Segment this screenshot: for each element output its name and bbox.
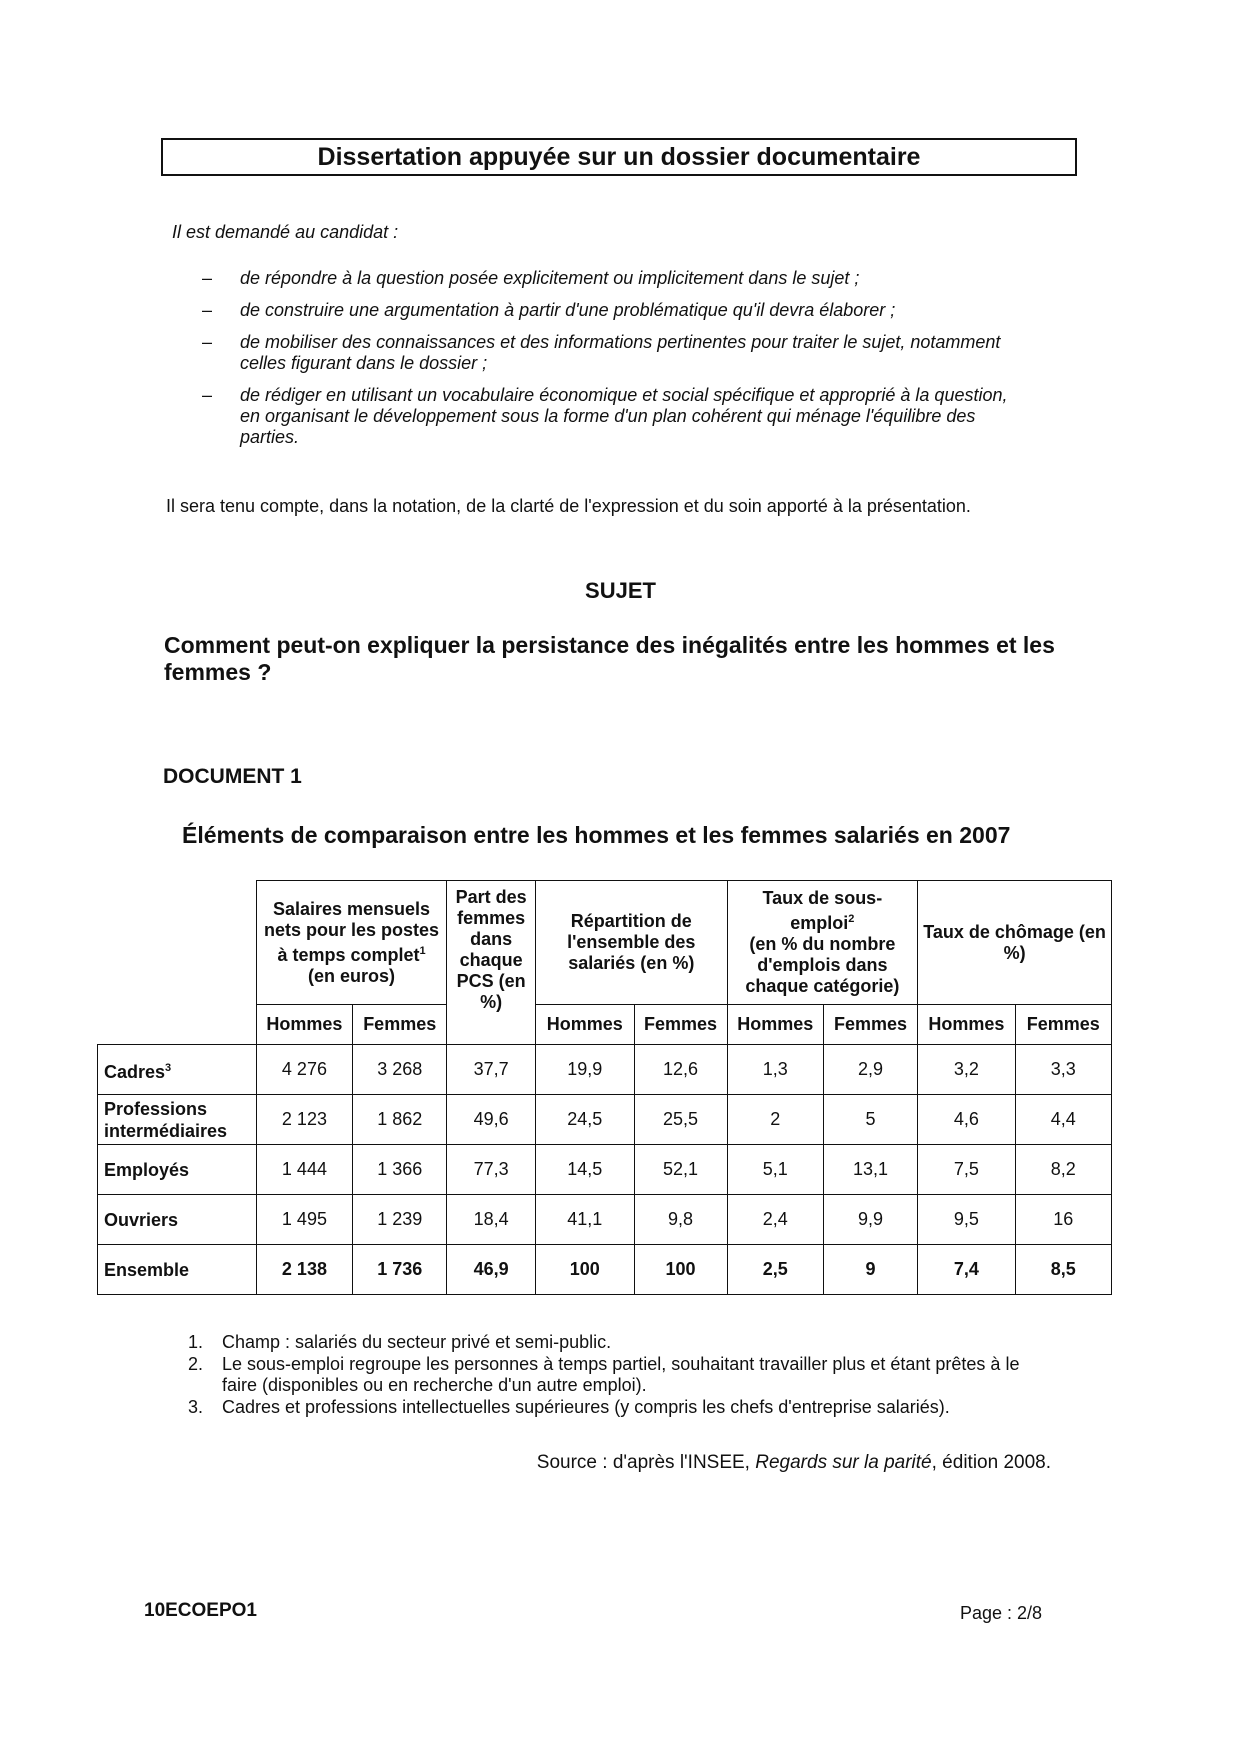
row-label: Employés [104,1159,190,1180]
row-label: Professions intermédiaires [104,1098,228,1141]
table-cell: 77,3 [447,1145,536,1195]
dash-bullet: – [202,300,213,320]
table-body [98,1045,1112,1295]
table-cell: 49,6 [447,1095,536,1145]
table-row [98,1095,1112,1145]
comparison-table [97,880,1112,1295]
table-cell: 18,4 [447,1195,536,1245]
header-sous-emploi [727,881,918,1005]
footnote-marker: 1 [419,944,426,957]
table-cell: 1 862 [353,1095,447,1145]
table-cell: 2 [727,1095,823,1145]
document-title-box [161,138,1077,176]
subheader-hommes: Hommes [918,1005,1015,1045]
table-cell: 37,7 [447,1045,536,1095]
row-label-cell [98,1195,257,1245]
subject-question: Comment peut-on expliquer la persistance des inégalités entre les hommes et les femmes ? [164,632,1055,685]
header-salaires [256,881,447,1005]
table-title: Éléments de comparaison entre les hommes et les femmes salariés en 2007 [182,822,1011,848]
table-cell: 52,1 [634,1145,727,1195]
subheader-hommes: Hommes [535,1005,634,1045]
row-label-cell [98,1245,257,1295]
table-cell: 3,3 [1015,1045,1111,1095]
instruction-text: de répondre à la question posée explicitement ou implicitement dans le sujet ; [240,268,860,288]
intro-text: Il est demandé au candidat : [172,222,399,242]
source-suffix: , édition 2008. [931,1452,1051,1473]
table-cell: 8,2 [1015,1145,1111,1195]
table-cell: 1 736 [353,1245,447,1295]
table-cell: 41,1 [535,1195,634,1245]
source-work: Regards sur la parité [755,1452,932,1473]
table-cell: 7,5 [918,1145,1015,1195]
footnote-number: 3. [188,1397,204,1417]
source-citation [537,1452,1051,1474]
table-cell: 5 [823,1095,917,1145]
table-cell: 1 366 [353,1145,447,1195]
table-cell: 8,5 [1015,1245,1111,1295]
table-row [98,1195,1112,1245]
subheader-femmes: Femmes [1015,1005,1111,1045]
footnote-item [188,1332,1058,1353]
table-cell: 25,5 [634,1095,727,1145]
instruction-text: de construire une argumentation à partir d'une problématique qu'il devra élaborer ; [240,300,896,320]
subheader-hommes: Hommes [727,1005,823,1045]
document-label: DOCUMENT 1 [163,765,302,788]
notation-note: Il sera tenu compte, dans la notation, de la clarté de l'expression et du soin apporté à la présentation. [166,496,971,516]
footnote-item [188,1397,1058,1418]
table-cell: 1 495 [256,1195,352,1245]
page-number: Page : 2/8 [960,1603,1043,1623]
header-sous-emploi-text: Taux de sous-emploi [762,888,883,933]
footnote-item [188,1354,1058,1396]
subheader-hommes: Hommes [256,1005,352,1045]
dash-bullet: – [202,268,213,288]
table-cell: 2,5 [727,1245,823,1295]
instruction-item [202,268,1032,289]
table-cell: 46,9 [447,1245,536,1295]
table-cell: 2,4 [727,1195,823,1245]
footnote-number: 1. [188,1332,204,1352]
table-cell: 3 268 [353,1045,447,1095]
table-cell: 7,4 [918,1245,1015,1295]
dash-bullet: – [202,385,213,405]
header-sous-emploi-unit: (en % du nombre d'emplois dans chaque catégorie) [745,934,900,996]
table-cell: 2,9 [823,1045,917,1095]
footnote-list [188,1332,1058,1419]
table-cell: 13,1 [823,1145,917,1195]
row-label: Ensemble [104,1259,190,1280]
table-cell: 2 123 [256,1095,352,1145]
table-row [98,1045,1112,1095]
header-part [447,881,536,1045]
row-label-cell [98,1095,257,1145]
dash-bullet: – [202,332,213,352]
table-cell: 19,9 [535,1045,634,1095]
table-cell: 100 [535,1245,634,1295]
row-label: Cadres [104,1061,166,1082]
instruction-text: de mobiliser des connaissances et des informations pertinentes pour traiter le sujet, notamment celles figurant dans le dossier ; [240,332,1001,373]
sujet-heading: SUJET [585,578,656,603]
table-cell: 100 [634,1245,727,1295]
footnote-text: Champ : salariés du secteur privé et semi-public. [222,1332,612,1352]
subheader-femmes: Femmes [823,1005,917,1045]
document-title: Dissertation appuyée sur un dossier documentaire [317,142,921,171]
table-cell: 1 239 [353,1195,447,1245]
table-cell: 12,6 [634,1045,727,1095]
table-cell: 9,8 [634,1195,727,1245]
header-chomage [918,881,1112,1005]
table-cell: 3,2 [918,1045,1015,1095]
instruction-item [202,385,1032,448]
table-cell: 9,5 [918,1195,1015,1245]
subheader-femmes: Femmes [634,1005,727,1045]
table-cell: 5,1 [727,1145,823,1195]
instruction-list [202,268,1032,459]
footnote-marker: 2 [848,913,855,925]
source-prefix: Source : d'après l'INSEE, [536,1452,756,1473]
table-cell: 16 [1015,1195,1111,1245]
table-cell: 9,9 [823,1195,917,1245]
table-cell: 2 138 [256,1245,352,1295]
row-label: Ouvriers [104,1209,179,1230]
table-row [98,1245,1112,1295]
header-chomage-text: Taux de chômage (en %) [923,921,1106,963]
table-corner [98,881,257,1045]
footnote-marker: 3 [165,1061,172,1074]
table-cell: 14,5 [535,1145,634,1195]
table-cell: 4 276 [256,1045,352,1095]
instruction-text: de rédiger en utilisant un vocabulaire économique et social spécifique et approprié à la question, en organisant le développement sous la forme d'un plan cohérent qui ménage l'équilibre des parties. [240,385,1008,447]
footnote-text: Le sous-emploi regroupe les personnes à temps partiel, souhaitant travailler plus et étant prêtes à le faire (disponibles ou en recherche d'un autre emploi). [222,1354,1020,1395]
subheader-femmes: Femmes [353,1005,447,1045]
header-part-text: Part des femmes dans chaque PCS (en %) [455,887,527,1012]
table-cell: 4,4 [1015,1095,1111,1145]
header-salaires-unit: (en euros) [308,965,396,986]
row-label-cell [98,1145,257,1195]
table-cell: 1 444 [256,1145,352,1195]
table-cell: 9 [823,1245,917,1295]
exam-code: 10ECOEPO1 [144,1600,257,1621]
header-repartition-text: Répartition de l'ensemble des salariés (en %) [567,911,696,973]
header-repartition [535,881,727,1005]
table-cell: 24,5 [535,1095,634,1145]
table-cell: 4,6 [918,1095,1015,1145]
header-salaires-text: Salaires mensuels nets pour les postes à temps complet [264,898,440,965]
footnote-number: 2. [188,1354,204,1374]
instruction-item [202,300,1032,321]
row-label-cell [98,1045,257,1095]
footnote-text: Cadres et professions intellectuelles supérieures (y compris les chefs d'entreprise salariés). [222,1397,950,1417]
instruction-item [202,332,1032,374]
table-cell: 1,3 [727,1045,823,1095]
table-row [98,1145,1112,1195]
